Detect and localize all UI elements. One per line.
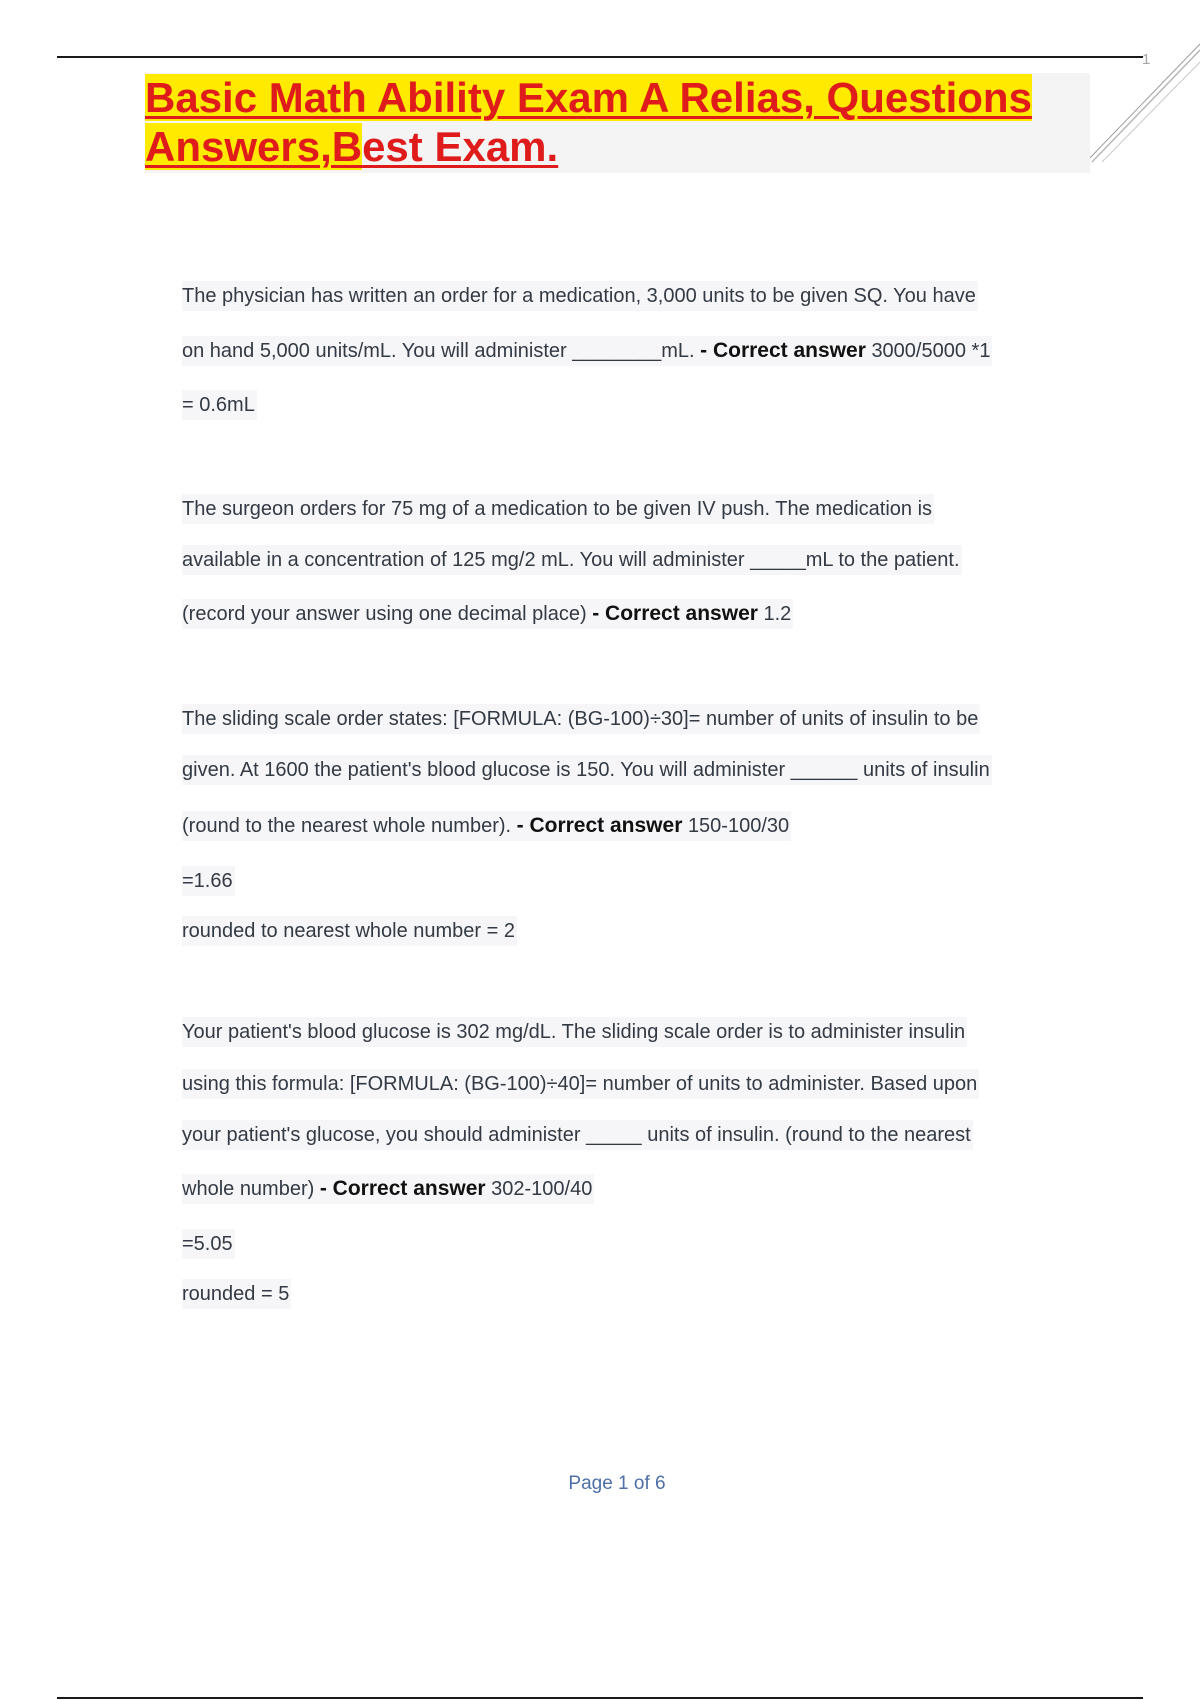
q4-line1: Your patient's blood glucose is 302 mg/dL. The sliding scale order is to administer insulin <box>182 1017 967 1047</box>
correct-answer-label: - Correct answer <box>592 602 758 625</box>
q3-line3: (round to the nearest whole number). - Correct answer 150-100/30 <box>182 811 791 841</box>
correct-answer-label: - Correct answer <box>516 814 683 837</box>
q3-line5: rounded to nearest whole number = 2 <box>182 916 517 946</box>
q3-line2: given. At 1600 the patient's blood glucose is 150. You will administer ______ units of insulin <box>182 755 992 785</box>
document-title <box>145 73 1085 171</box>
q3-line1: The sliding scale order states: [FORMULA: (BG-100)÷30]= number of units of insulin to be <box>182 704 980 734</box>
q4-line2: using this formula: [FORMULA: (BG-100)÷40]= number of units to administer. Based upon <box>182 1069 979 1099</box>
answer-value: 150-100/30 <box>687 815 790 837</box>
header-rule <box>57 56 1143 58</box>
correct-answer-label: - Correct answer <box>700 339 866 362</box>
correct-answer-label: - Correct answer <box>319 1177 486 1200</box>
title-highlight-line1: Basic Math Ability Exam A Relias, Questions <box>145 74 1032 121</box>
title-highlight-line2: Answers,B <box>145 123 363 170</box>
footer-rule <box>57 1697 1143 1699</box>
corner-page-number: 1 <box>1142 51 1151 68</box>
answer-value: 3000/5000 *1 <box>871 340 991 362</box>
answer-value: 302-100/40 <box>491 1178 593 1200</box>
page-curl-decoration <box>1080 40 1200 170</box>
q2-line2: available in a concentration of 125 mg/2 mL. You will administer _____mL to the patient. <box>182 545 962 575</box>
q3-line4: =1.66 <box>182 866 235 896</box>
q2-line3: (record your answer using one decimal place) - Correct answer 1.2 <box>182 599 793 629</box>
page-number-footer: Page 1 of 6 <box>568 1473 666 1494</box>
answer-value: 1.2 <box>763 603 792 625</box>
q2-line1: The surgeon orders for 75 mg of a medication to be given IV push. The medication is <box>182 494 934 524</box>
q1-line1: The physician has written an order for a medication, 3,000 units to be given SQ. You have <box>182 281 978 311</box>
q4-line5: =5.05 <box>182 1229 235 1259</box>
q1-line3: = 0.6mL <box>182 390 257 420</box>
q4-line6: rounded = 5 <box>182 1279 291 1309</box>
q1-line2: on hand 5,000 units/mL. You will administer ________mL. - Correct answer 3000/5000 *1 <box>182 336 992 366</box>
q4-line3: your patient's glucose, you should administer _____ units of insulin. (round to the nearest <box>182 1120 973 1150</box>
q4-line4: whole number) - Correct answer 302-100/40 <box>182 1174 594 1204</box>
title-plain-tail: est Exam. <box>362 123 559 170</box>
